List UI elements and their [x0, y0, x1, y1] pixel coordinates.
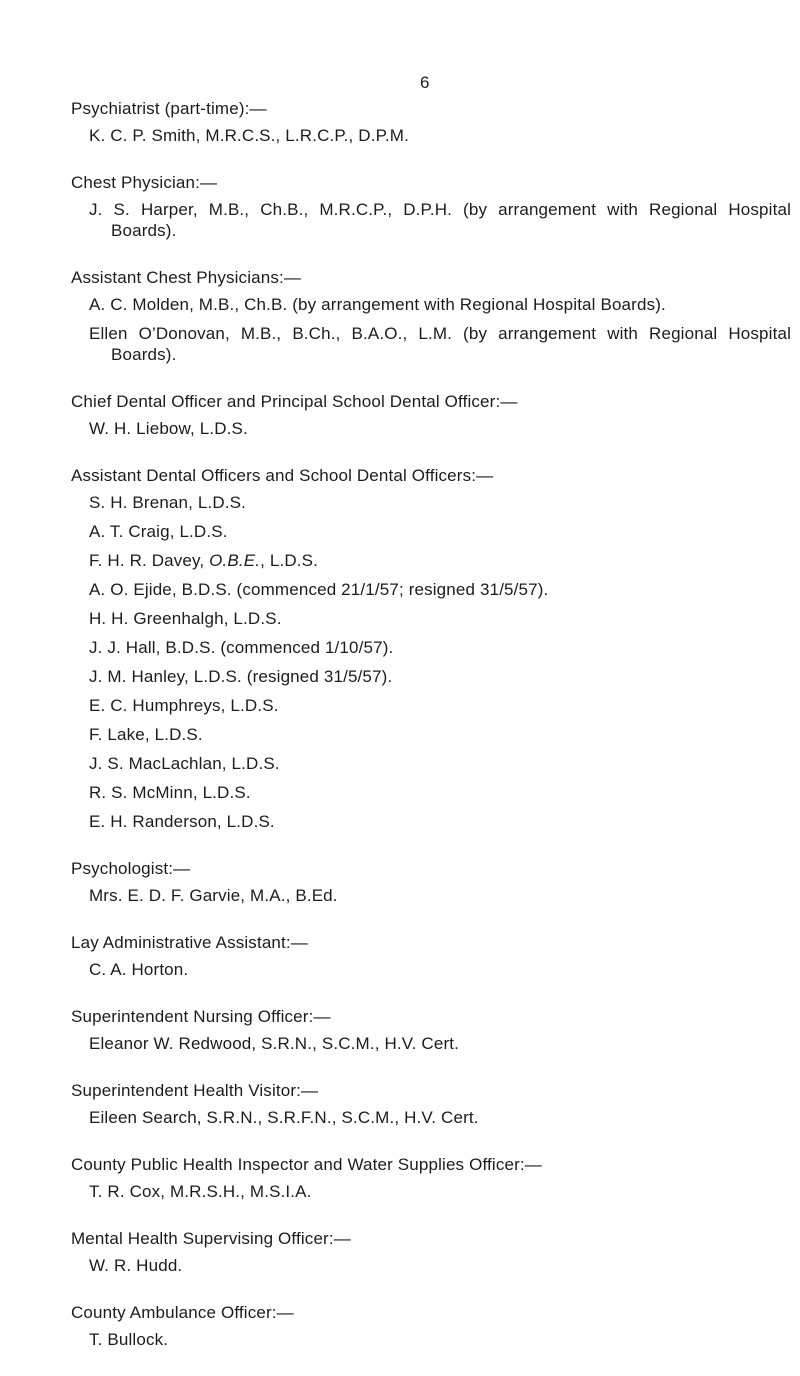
staff-section: [71, 465, 791, 832]
staff-list: [71, 98, 791, 1376]
staff-entry: Ellen O’Donovan, M.B., B.Ch., B.A.O., L.M. (by arrangement with Regional Hospital Boards).: [89, 324, 791, 364]
staff-section: [71, 391, 791, 439]
section-heading: Psychologist:—: [71, 859, 191, 878]
staff-entry: E. C. Humphreys, L.D.S.: [89, 696, 279, 715]
staff-section: [71, 1228, 791, 1276]
staff-entry: Eleanor W. Redwood, S.R.N., S.C.M., H.V. Cert.: [89, 1034, 460, 1053]
staff-entry: E. H. Randerson, L.D.S.: [89, 812, 275, 831]
entry-qualification: , L.D.S.: [260, 551, 319, 570]
staff-section: [71, 1080, 791, 1128]
section-heading: County Ambulance Officer:—: [71, 1303, 294, 1322]
staff-entry: A. O. Ejide, B.D.S. (commenced 21/1/57; resigned 31/5/57).: [89, 580, 549, 599]
section-heading: Chest Physician:—: [71, 173, 218, 192]
staff-entry: A. T. Craig, L.D.S.: [89, 522, 228, 541]
staff-entry: A. C. Molden, M.B., Ch.B. (by arrangement with Regional Hospital Boards).: [89, 295, 666, 314]
staff-entry: [71, 550, 791, 571]
section-heading: Chief Dental Officer and Principal School Dental Officer:—: [71, 392, 518, 411]
staff-entry: C. A. Horton.: [89, 960, 189, 979]
staff-entry: K. C. P. Smith, M.R.C.S., L.R.C.P., D.P.M.: [89, 126, 409, 145]
staff-entry: J. S. Harper, M.B., Ch.B., M.R.C.P., D.P.H. (by arrangement with Regional Hospital Boards).: [89, 200, 791, 240]
section-heading: Superintendent Nursing Officer:—: [71, 1007, 331, 1026]
section-heading: County Public Health Inspector and Water Supplies Officer:—: [71, 1155, 542, 1174]
staff-entry: J. S. MacLachlan, L.D.S.: [89, 754, 280, 773]
staff-entry: H. H. Greenhalgh, L.D.S.: [89, 609, 282, 628]
staff-entry: S. H. Brenan, L.D.S.: [89, 493, 247, 512]
staff-entry: F. Lake, L.D.S.: [89, 725, 203, 744]
section-heading: Assistant Dental Officers and School Dental Officers:—: [71, 466, 494, 485]
staff-section: [71, 1302, 791, 1350]
staff-entry: W. R. Hudd.: [89, 1256, 183, 1275]
staff-entry: Mrs. E. D. F. Garvie, M.A., B.Ed.: [89, 886, 338, 905]
staff-entry: T. Bullock.: [89, 1330, 169, 1349]
staff-section: [71, 858, 791, 906]
section-heading: Superintendent Health Visitor:—: [71, 1081, 319, 1100]
staff-section: [71, 1006, 791, 1054]
staff-entry: T. R. Cox, M.R.S.H., M.S.I.A.: [89, 1182, 312, 1201]
section-heading: Assistant Chest Physicians:—: [71, 268, 302, 287]
staff-entry: J. M. Hanley, L.D.S. (resigned 31/5/57).: [89, 667, 393, 686]
entry-text: F. H. R. Davey,: [89, 551, 210, 570]
staff-section: [71, 1154, 791, 1202]
entry-honour: O.B.E.: [209, 551, 261, 570]
staff-entry: W. H. Liebow, L.D.S.: [89, 419, 248, 438]
staff-section: [71, 267, 791, 365]
section-heading: Lay Administrative Assistant:—: [71, 933, 308, 952]
staff-entry: Eileen Search, S.R.N., S.R.F.N., S.C.M., H.V. Cert.: [89, 1108, 479, 1127]
section-heading: Mental Health Supervising Officer:—: [71, 1229, 351, 1248]
staff-section: [71, 932, 791, 980]
staff-entry: R. S. McMinn, L.D.S.: [89, 783, 251, 802]
staff-entry: J. J. Hall, B.D.S. (commenced 1/10/57).: [89, 638, 394, 657]
staff-section: [71, 172, 791, 241]
section-heading: Psychiatrist (part-time):—: [71, 99, 267, 118]
page-number: 6: [420, 73, 430, 92]
staff-section: [71, 98, 791, 146]
